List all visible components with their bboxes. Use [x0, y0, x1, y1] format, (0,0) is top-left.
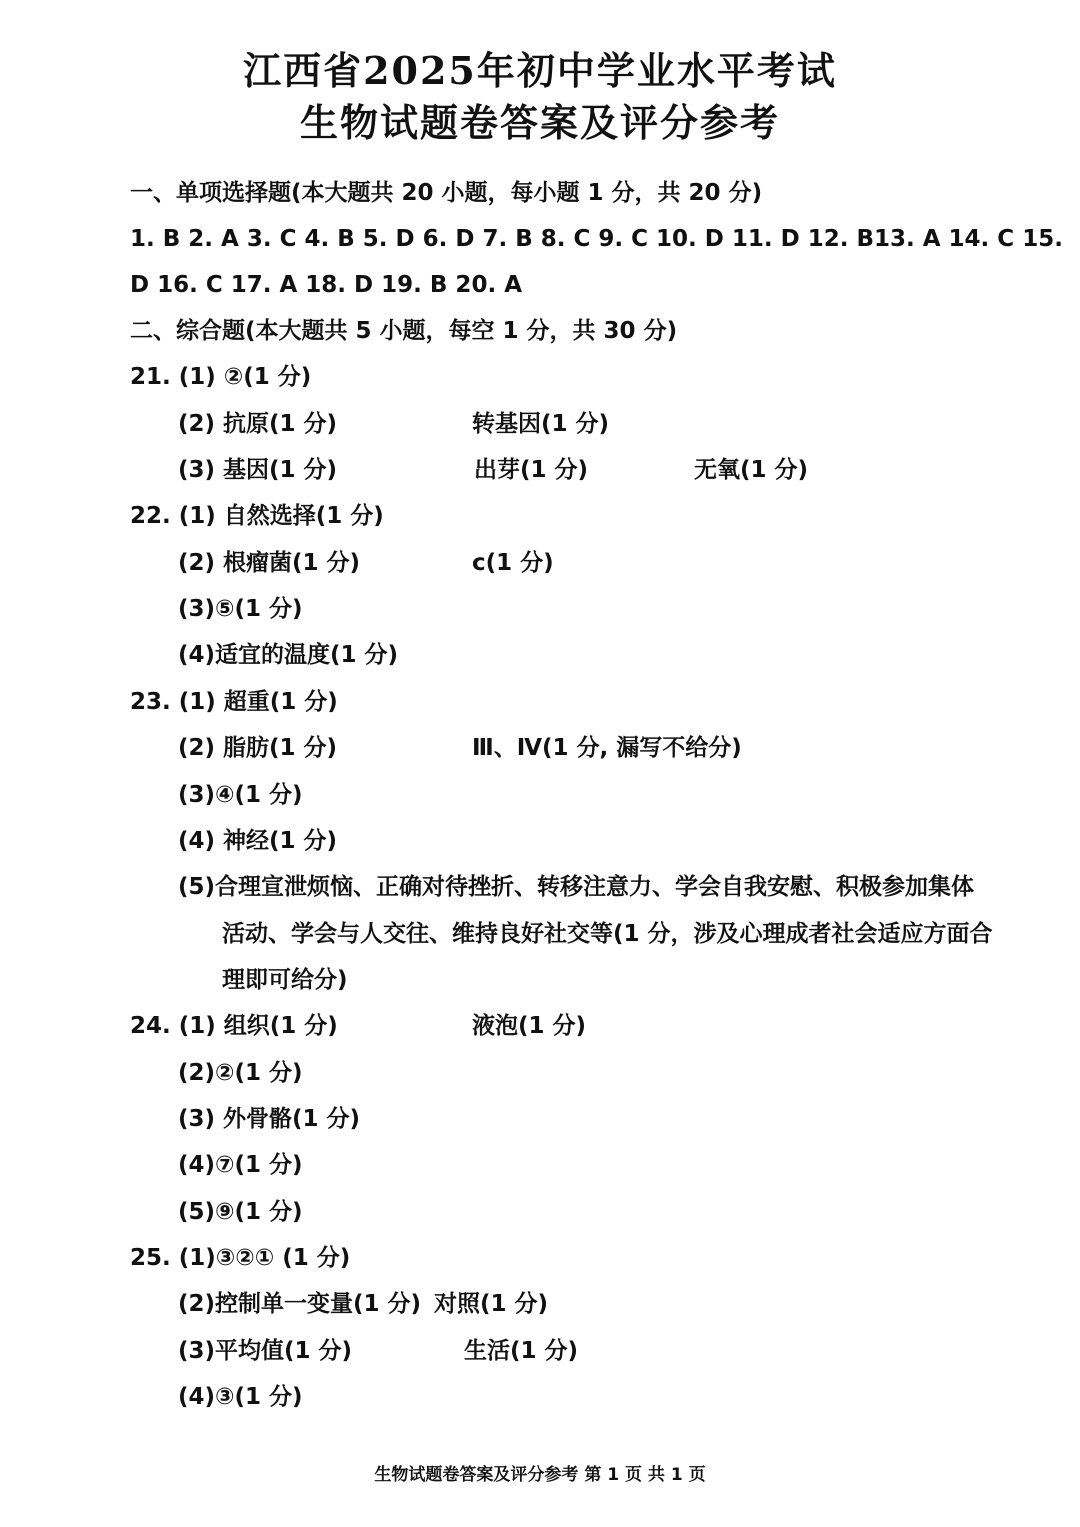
q24-part3: (3) 外骨骼(1 分): [178, 1106, 361, 1132]
section-2-heading: 二、综合题(本大题共 5 小题，每空 1 分，共 30 分): [130, 318, 678, 344]
page-footer: 生物试题卷答案及评分参考 第 1 页 共 1 页: [374, 1465, 706, 1485]
choice-answers-line-2: D 16. C 17. A 18. D 19. B 20. A: [130, 272, 522, 298]
q22-part4: (4)适宜的温度(1 分): [178, 642, 399, 668]
q21-part3-answer-c: 无氧(1 分): [694, 457, 809, 483]
q23-part2-answer-a: (2) 脂肪(1 分): [178, 735, 338, 761]
q21-part3-answer-a: (3) 基因(1 分): [178, 457, 338, 483]
q25-part3-answer-b: 生活(1 分): [464, 1338, 579, 1364]
q21-part1: 21. (1) ②(1 分): [130, 364, 312, 390]
q25-part3-answer-a: (3)平均值(1 分): [178, 1338, 353, 1364]
q23-part3: (3)④(1 分): [178, 782, 303, 808]
q24-part1-answer-b: 液泡(1 分): [472, 1013, 587, 1039]
q24-part5: (5)⑨(1 分): [178, 1199, 303, 1225]
q23-part1: 23. (1) 超重(1 分): [130, 689, 338, 715]
q21-part2-answer-b: 转基因(1 分): [472, 411, 610, 437]
q25-part1: 25. (1)③②① (1 分): [130, 1245, 351, 1271]
choice-answers-line-1: 1. B 2. A 3. C 4. B 5. D 6. D 7. B 8. C 9. C 10. D 11. D 12. B13. A 14. C 15.: [130, 226, 1063, 252]
section-1-heading: 一、单项选择题(本大题共 20 小题，每小题 1 分，共 20 分): [130, 180, 763, 206]
q21-part2-answer-a: (2) 抗原(1 分): [178, 411, 338, 437]
q24-part2: (2)②(1 分): [178, 1060, 303, 1086]
title-line-1: 江西省2025年初中学业水平考试: [243, 48, 837, 93]
q22-part3: (3)⑤(1 分): [178, 596, 303, 622]
q23-part5-line-3: 理即可给分): [222, 967, 348, 993]
q24-part4: (4)⑦(1 分): [178, 1152, 303, 1178]
q23-part4: (4) 神经(1 分): [178, 828, 338, 854]
q25-part2-answer-a: (2)控制单一变量(1 分): [178, 1291, 422, 1317]
q23-part5-line-2: 活动、学会与人交往、维持良好社交等(1 分，涉及心理成者社会适应方面合: [222, 921, 993, 947]
q22-part1: 22. (1) 自然选择(1 分): [130, 503, 384, 529]
q24-part1-answer-a: 24. (1) 组织(1 分): [130, 1013, 338, 1039]
q21-part3-answer-b: 出芽(1 分): [474, 457, 589, 483]
q23-part2-answer-b: Ⅲ、Ⅳ(1 分, 漏写不给分): [472, 735, 742, 761]
q23-part5-line-1: (5)合理宣泄烦恼、正确对待挫折、转移注意力、学会自我安慰、积极参加集体: [178, 874, 975, 900]
title-line-2: 生物试题卷答案及评分参考: [299, 100, 780, 145]
q25-part2-answer-b: 对照(1 分): [434, 1291, 549, 1317]
q22-part2-answer-b: c(1 分): [472, 550, 554, 576]
q25-part4: (4)③(1 分): [178, 1384, 303, 1410]
q22-part2-answer-a: (2) 根瘤菌(1 分): [178, 550, 361, 576]
